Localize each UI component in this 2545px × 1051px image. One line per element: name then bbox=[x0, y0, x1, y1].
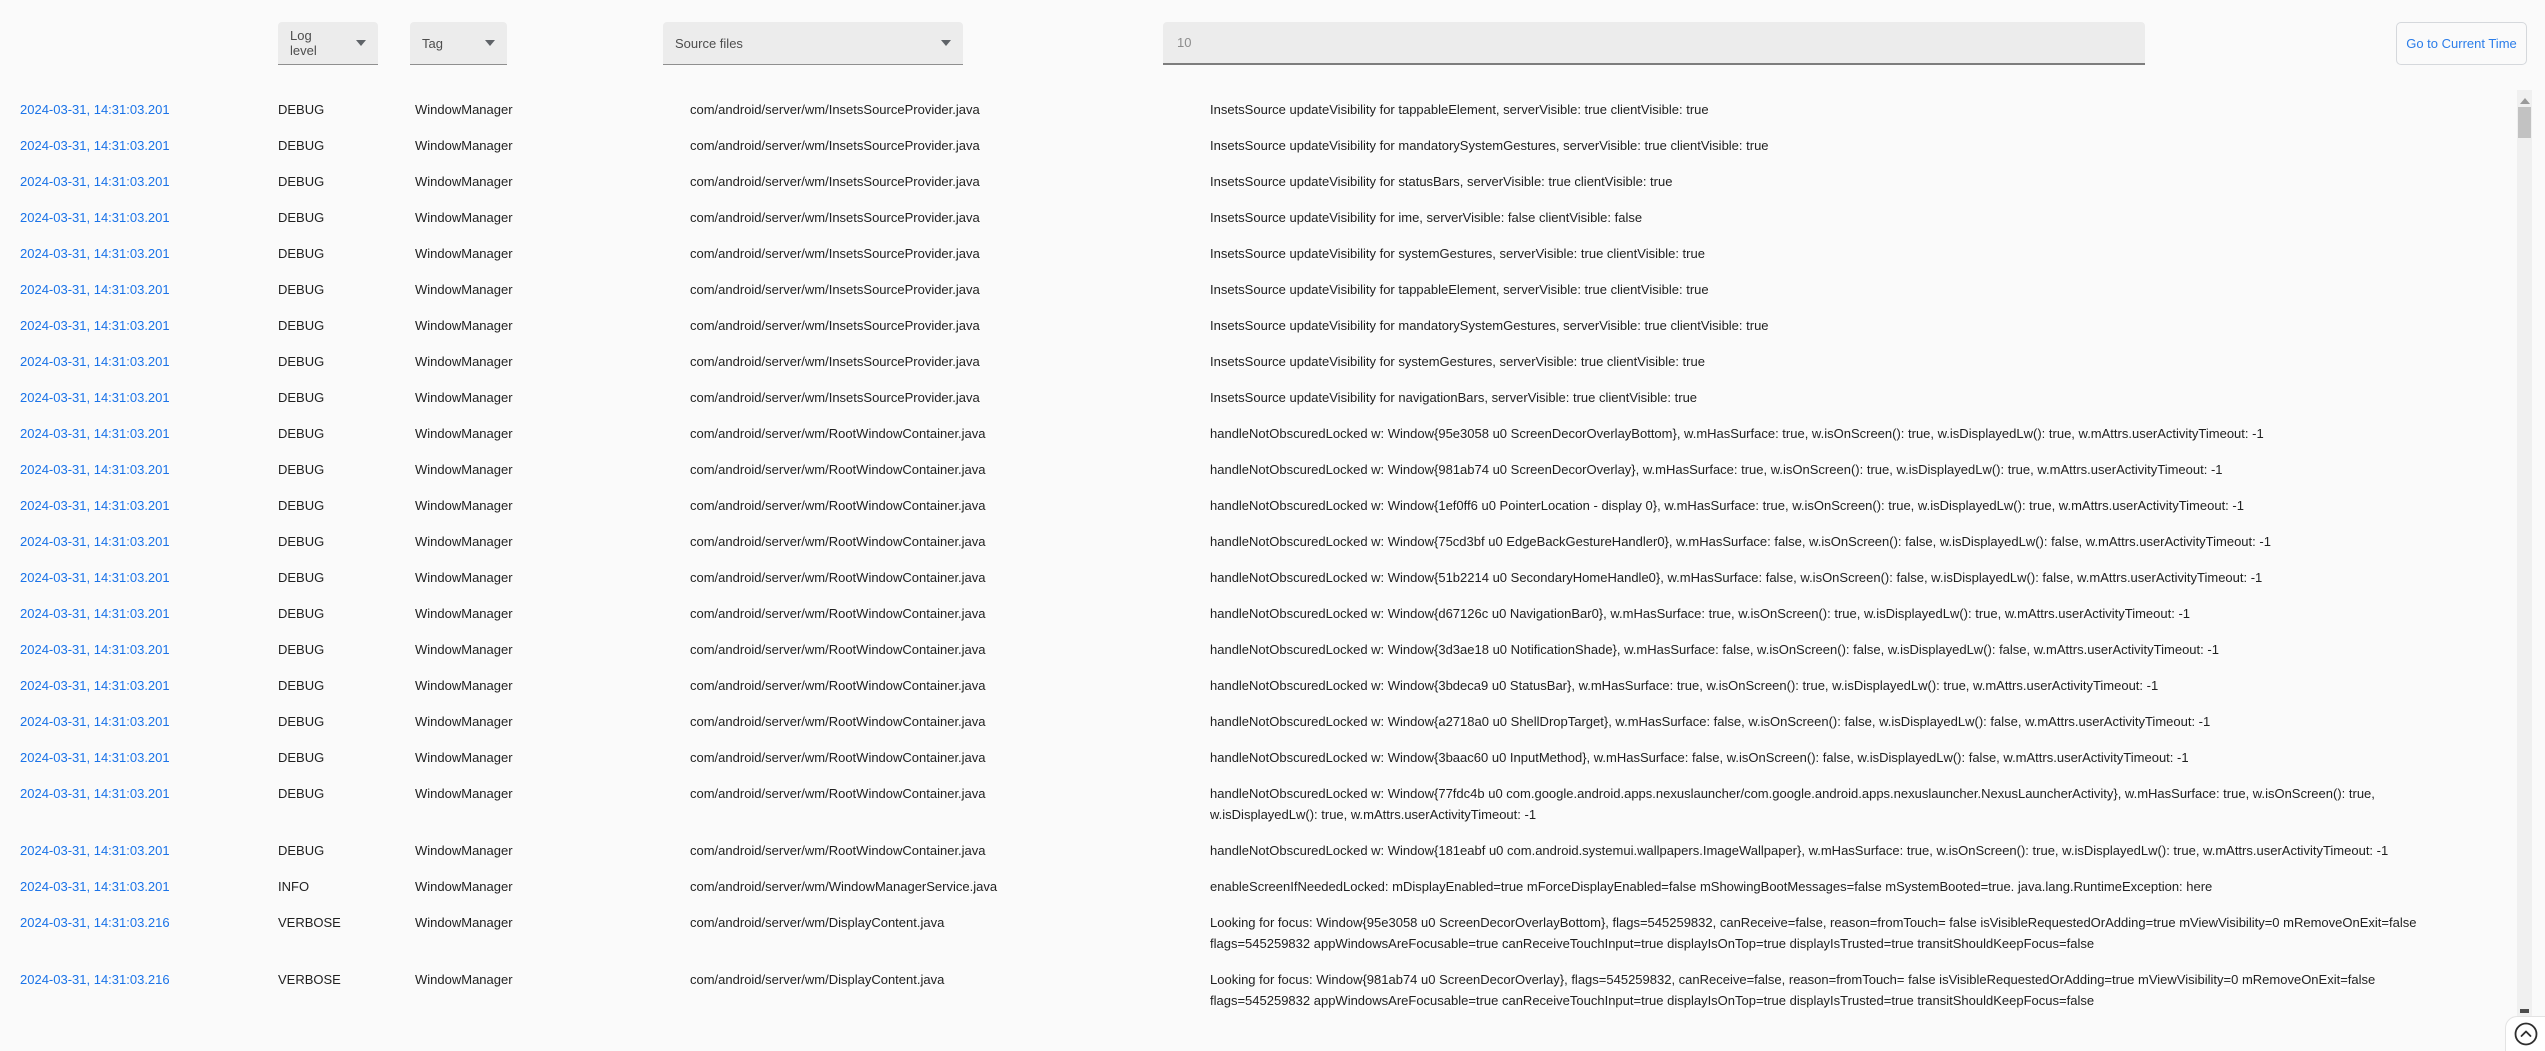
log-source-file-cell: com/android/server/wm/InsetsSourceProvider.java bbox=[690, 389, 980, 405]
log-timestamp-link[interactable]: 2024-03-31, 14:31:03.201 bbox=[20, 569, 170, 585]
log-timestamp-link[interactable]: 2024-03-31, 14:31:03.201 bbox=[20, 353, 170, 369]
scrollbar-up-arrow-icon[interactable] bbox=[2520, 98, 2530, 104]
log-source-file-cell: com/android/server/wm/RootWindowContainer.java bbox=[690, 461, 986, 477]
log-message-cell: handleNotObscuredLocked w: Window{77fdc4b u0 com.google.android.apps.nexuslauncher/com.google.android.apps.nexuslauncher.NexusLauncherActivity}, w.mHasSurface: true, w.isOnScreen(): true, w.isDisplayedLw(): true, w.mAttrs.userActivityTimeout: -1 bbox=[1210, 785, 2375, 822]
log-row bbox=[0, 523, 2545, 559]
log-row bbox=[0, 739, 2545, 775]
log-message-cell: InsetsSource updateVisibility for statusBars, serverVisible: true clientVisible: true bbox=[1210, 173, 1673, 189]
log-source-file-cell: com/android/server/wm/DisplayContent.java bbox=[690, 914, 945, 930]
log-level-cell: DEBUG bbox=[278, 173, 325, 189]
log-timestamp-link[interactable]: 2024-03-31, 14:31:03.201 bbox=[20, 317, 170, 333]
go-to-current-time-button[interactable]: Go to Current Time bbox=[2396, 22, 2527, 65]
log-level-cell: DEBUG bbox=[278, 533, 325, 549]
log-tag-cell: WindowManager bbox=[415, 317, 513, 333]
source-files-select[interactable] bbox=[663, 22, 963, 65]
log-source-file-cell: com/android/server/wm/DisplayContent.java bbox=[690, 971, 945, 987]
log-timestamp-link[interactable]: 2024-03-31, 14:31:03.201 bbox=[20, 173, 170, 189]
log-tag-cell: WindowManager bbox=[415, 173, 513, 189]
log-message-cell: InsetsSource updateVisibility for tappableElement, serverVisible: true clientVisible: true bbox=[1210, 101, 1709, 117]
log-row bbox=[0, 868, 2545, 904]
log-tag-cell: WindowManager bbox=[415, 971, 513, 987]
log-source-file-cell: com/android/server/wm/InsetsSourceProvider.java bbox=[690, 101, 980, 117]
log-level-cell: DEBUG bbox=[278, 281, 325, 297]
log-tag-cell: WindowManager bbox=[415, 641, 513, 657]
log-tag-cell: WindowManager bbox=[415, 605, 513, 621]
log-message-cell: handleNotObscuredLocked w: Window{51b2214 u0 SecondaryHomeHandle0}, w.mHasSurface: false, w.isOnScreen(): false, w.isDisplayedLw(): false, w.mAttrs.userActivityTimeout: -1 bbox=[1210, 569, 2263, 585]
log-tag-cell: WindowManager bbox=[415, 389, 513, 405]
log-message-cell: handleNotObscuredLocked w: Window{d67126c u0 NavigationBar0}, w.mHasSurface: true, w.isOnScreen(): true, w.isDisplayedLw(): true, w.mAttrs.userActivityTimeout: -1 bbox=[1210, 605, 2191, 621]
log-level-cell: DEBUG bbox=[278, 137, 325, 153]
log-timestamp-link[interactable]: 2024-03-31, 14:31:03.201 bbox=[20, 713, 170, 729]
log-message-cell: InsetsSource updateVisibility for mandatorySystemGestures, serverVisible: true clientVisible: true bbox=[1210, 317, 1769, 333]
log-message-cell: handleNotObscuredLocked w: Window{3d3ae18 u0 NotificationShade}, w.mHasSurface: false, w.isOnScreen(): false, w.isDisplayedLw(): false, w.mAttrs.userActivityTimeout: -1 bbox=[1210, 641, 2219, 657]
chevron-down-icon bbox=[485, 40, 495, 46]
log-tag-cell: WindowManager bbox=[415, 878, 513, 894]
log-timestamp-link[interactable]: 2024-03-31, 14:31:03.201 bbox=[20, 677, 170, 693]
log-message-cell: handleNotObscuredLocked w: Window{3baac60 u0 InputMethod}, w.mHasSurface: false, w.isOnScreen(): false, w.isDisplayedLw(): false, w.mAttrs.userActivityTimeout: -1 bbox=[1210, 749, 2189, 765]
log-source-file-cell: com/android/server/wm/RootWindowContainer.java bbox=[690, 785, 986, 801]
vertical-scrollbar[interactable] bbox=[2517, 90, 2532, 1051]
log-row bbox=[0, 775, 2545, 832]
log-message-cell: handleNotObscuredLocked w: Window{181eabf u0 com.android.systemui.wallpapers.ImageWallpaper}, w.mHasSurface: true, w.isOnScreen(): true, w.isDisplayedLw(): true, w.mAttrs.userActivityTimeout: -1 bbox=[1210, 842, 2389, 858]
filter-toolbar bbox=[0, 0, 2545, 91]
scroll-to-top-button[interactable] bbox=[2505, 1016, 2545, 1051]
log-message-cell: InsetsSource updateVisibility for tappableElement, serverVisible: true clientVisible: true bbox=[1210, 281, 1709, 297]
log-tag-cell: WindowManager bbox=[415, 677, 513, 693]
log-level-select-label: Log level bbox=[290, 28, 317, 58]
log-level-cell: DEBUG bbox=[278, 842, 325, 858]
log-timestamp-link[interactable]: 2024-03-31, 14:31:03.201 bbox=[20, 389, 170, 405]
log-row bbox=[0, 199, 2545, 235]
log-tag-cell: WindowManager bbox=[415, 785, 513, 801]
log-tag-cell: WindowManager bbox=[415, 425, 513, 441]
log-level-cell: VERBOSE bbox=[278, 914, 341, 930]
log-timestamp-link[interactable]: 2024-03-31, 14:31:03.201 bbox=[20, 425, 170, 441]
log-source-file-cell: com/android/server/wm/InsetsSourceProvider.java bbox=[690, 209, 980, 225]
log-tag-cell: WindowManager bbox=[415, 461, 513, 477]
log-level-cell: DEBUG bbox=[278, 605, 325, 621]
log-row bbox=[0, 703, 2545, 739]
log-source-file-cell: com/android/server/wm/RootWindowContainer.java bbox=[690, 842, 986, 858]
log-tag-cell: WindowManager bbox=[415, 842, 513, 858]
log-timestamp-link[interactable]: 2024-03-31, 14:31:03.201 bbox=[20, 533, 170, 549]
log-source-file-cell: com/android/server/wm/InsetsSourceProvider.java bbox=[690, 317, 980, 333]
log-timestamp-link[interactable]: 2024-03-31, 14:31:03.201 bbox=[20, 641, 170, 657]
log-tag-cell: WindowManager bbox=[415, 533, 513, 549]
log-source-file-cell: com/android/server/wm/InsetsSourceProvider.java bbox=[690, 353, 980, 369]
log-row bbox=[0, 631, 2545, 667]
log-row bbox=[0, 667, 2545, 703]
log-tag-cell: WindowManager bbox=[415, 569, 513, 585]
log-message-cell: InsetsSource updateVisibility for navigationBars, serverVisible: true clientVisible: true bbox=[1210, 389, 1698, 405]
log-row bbox=[0, 832, 2545, 868]
log-table bbox=[0, 91, 2545, 1018]
log-tag-cell: WindowManager bbox=[415, 713, 513, 729]
log-row bbox=[0, 307, 2545, 343]
chevron-down-icon bbox=[356, 40, 366, 46]
log-level-cell: DEBUG bbox=[278, 209, 325, 225]
log-timestamp-link[interactable]: 2024-03-31, 14:31:03.201 bbox=[20, 878, 170, 894]
log-tag-cell: WindowManager bbox=[415, 137, 513, 153]
source-files-select-label: Source files bbox=[675, 35, 743, 51]
log-source-file-cell: com/android/server/wm/RootWindowContainer.java bbox=[690, 641, 986, 657]
log-level-select[interactable] bbox=[278, 22, 378, 65]
log-tag-cell: WindowManager bbox=[415, 281, 513, 297]
log-row bbox=[0, 904, 2545, 961]
log-row bbox=[0, 451, 2545, 487]
log-timestamp-link[interactable]: 2024-03-31, 14:31:03.201 bbox=[20, 281, 170, 297]
log-level-cell: DEBUG bbox=[278, 101, 325, 117]
log-level-cell: DEBUG bbox=[278, 641, 325, 657]
log-row bbox=[0, 487, 2545, 523]
log-level-cell: INFO bbox=[278, 878, 310, 894]
log-timestamp-link[interactable]: 2024-03-31, 14:31:03.201 bbox=[20, 785, 170, 801]
log-source-file-cell: com/android/server/wm/InsetsSourceProvider.java bbox=[690, 137, 980, 153]
log-message-cell: handleNotObscuredLocked w: Window{3bdeca9 u0 StatusBar}, w.mHasSurface: true, w.isOnScreen(): true, w.isDisplayedLw(): true, w.mAttrs.userActivityTimeout: -1 bbox=[1210, 677, 2159, 693]
log-level-cell: DEBUG bbox=[278, 245, 325, 261]
log-message-cell: handleNotObscuredLocked w: Window{95e3058 u0 ScreenDecorOverlayBottom}, w.mHasSurface: true, w.isOnScreen(): true, w.isDisplayedLw(): true, w.mAttrs.userActivityTimeout: -1 bbox=[1210, 425, 2264, 441]
log-message-cell: InsetsSource updateVisibility for systemGestures, serverVisible: true clientVisible: true bbox=[1210, 245, 1705, 261]
log-message-cell: handleNotObscuredLocked w: Window{75cd3bf u0 EdgeBackGestureHandler0}, w.mHasSurface: false, w.isOnScreen(): false, w.isDisplayedLw(): false, w.mAttrs.userActivityTimeout: -1 bbox=[1210, 533, 2271, 549]
log-message-cell: Looking for focus: Window{95e3058 u0 ScreenDecorOverlayBottom}, flags=545259832, canReceive=false, reason=fromTouch= false isVisibleRequestedOrAdding=true mViewVisibility=0 mRemoveOnExit=false flags=545259832 appWindowsAreFocusable=true canReceiveTouchInput=true displayIsOnTop=true displayIsTrusted=true transitShouldKeepFocus=false bbox=[1210, 914, 2417, 951]
log-source-file-cell: com/android/server/wm/InsetsSourceProvider.java bbox=[690, 245, 980, 261]
log-timestamp-link[interactable]: 2024-03-31, 14:31:03.201 bbox=[20, 101, 170, 117]
log-tag-cell: WindowManager bbox=[415, 497, 513, 513]
circle-chevron-up-icon bbox=[2513, 1021, 2539, 1047]
log-source-file-cell: com/android/server/wm/WindowManagerService.java bbox=[690, 878, 998, 894]
log-source-file-cell: com/android/server/wm/RootWindowContainer.java bbox=[690, 569, 986, 585]
log-timestamp-link[interactable]: 2024-03-31, 14:31:03.216 bbox=[20, 914, 170, 930]
log-timestamp-link[interactable]: 2024-03-31, 14:31:03.201 bbox=[20, 842, 170, 858]
log-level-cell: DEBUG bbox=[278, 569, 325, 585]
log-tag-cell: WindowManager bbox=[415, 209, 513, 225]
scrollbar-down-arrow-icon[interactable] bbox=[2520, 1009, 2529, 1013]
log-message-cell: handleNotObscuredLocked w: Window{a2718a0 u0 ShellDropTarget}, w.mHasSurface: false, w.isOnScreen(): false, w.isDisplayedLw(): false, w.mAttrs.userActivityTimeout: -1 bbox=[1210, 713, 2211, 729]
log-message-cell: enableScreenIfNeededLocked: mDisplayEnabled=true mForceDisplayEnabled=false mShowingBootMessages=false mSystemBooted=true. java.lang.RuntimeException: here bbox=[1210, 878, 2213, 894]
log-source-file-cell: com/android/server/wm/RootWindowContainer.java bbox=[690, 749, 986, 765]
chevron-down-icon bbox=[941, 40, 951, 46]
log-row bbox=[0, 271, 2545, 307]
limit-input[interactable] bbox=[1163, 22, 2145, 65]
scrollbar-thumb[interactable] bbox=[2518, 107, 2531, 138]
log-row bbox=[0, 91, 2545, 127]
log-row bbox=[0, 961, 2545, 1018]
tag-select[interactable] bbox=[410, 22, 507, 65]
log-message-cell: Looking for focus: Window{981ab74 u0 ScreenDecorOverlay}, flags=545259832, canReceive=false, reason=fromTouch= false isVisibleRequestedOrAdding=true mViewVisibility=0 mRemoveOnExit=false flags=545259832 appWindowsAreFocusable=true canReceiveTouchInput=true displayIsOnTop=true displayIsTrusted=true transitShouldKeepFocus=false bbox=[1210, 971, 2376, 1008]
log-row bbox=[0, 415, 2545, 451]
log-tag-cell: WindowManager bbox=[415, 353, 513, 369]
log-tag-cell: WindowManager bbox=[415, 245, 513, 261]
log-row bbox=[0, 559, 2545, 595]
log-message-cell: handleNotObscuredLocked w: Window{1ef0ff6 u0 PointerLocation - display 0}, w.mHasSurface: true, w.isOnScreen(): true, w.isDisplayedLw(): true, w.mAttrs.userActivityTimeout: -1 bbox=[1210, 497, 2244, 513]
log-timestamp-link[interactable]: 2024-03-31, 14:31:03.201 bbox=[20, 209, 170, 225]
log-level-cell: DEBUG bbox=[278, 389, 325, 405]
log-source-file-cell: com/android/server/wm/RootWindowContainer.java bbox=[690, 425, 986, 441]
log-timestamp-link[interactable]: 2024-03-31, 14:31:03.201 bbox=[20, 137, 170, 153]
log-timestamp-link[interactable]: 2024-03-31, 14:31:03.201 bbox=[20, 749, 170, 765]
log-timestamp-link[interactable]: 2024-03-31, 14:31:03.201 bbox=[20, 497, 170, 513]
log-timestamp-link[interactable]: 2024-03-31, 14:31:03.201 bbox=[20, 605, 170, 621]
log-message-cell: InsetsSource updateVisibility for systemGestures, serverVisible: true clientVisible: true bbox=[1210, 353, 1705, 369]
log-level-cell: DEBUG bbox=[278, 677, 325, 693]
log-level-cell: VERBOSE bbox=[278, 971, 341, 987]
log-level-cell: DEBUG bbox=[278, 749, 325, 765]
log-row bbox=[0, 343, 2545, 379]
log-message-cell: InsetsSource updateVisibility for ime, serverVisible: false clientVisible: false bbox=[1210, 209, 1643, 225]
log-level-cell: DEBUG bbox=[278, 425, 325, 441]
log-level-cell: DEBUG bbox=[278, 497, 325, 513]
log-source-file-cell: com/android/server/wm/RootWindowContainer.java bbox=[690, 605, 986, 621]
log-row bbox=[0, 163, 2545, 199]
log-level-cell: DEBUG bbox=[278, 317, 325, 333]
log-level-cell: DEBUG bbox=[278, 353, 325, 369]
log-row bbox=[0, 127, 2545, 163]
log-level-cell: DEBUG bbox=[278, 713, 325, 729]
log-tag-cell: WindowManager bbox=[415, 914, 513, 930]
log-source-file-cell: com/android/server/wm/RootWindowContainer.java bbox=[690, 713, 986, 729]
log-row bbox=[0, 379, 2545, 415]
log-row bbox=[0, 235, 2545, 271]
log-level-cell: DEBUG bbox=[278, 461, 325, 477]
log-message-cell: handleNotObscuredLocked w: Window{981ab74 u0 ScreenDecorOverlay}, w.mHasSurface: true, w.isOnScreen(): true, w.isDisplayedLw(): true, w.mAttrs.userActivityTimeout: -1 bbox=[1210, 461, 2223, 477]
log-source-file-cell: com/android/server/wm/RootWindowContainer.java bbox=[690, 533, 986, 549]
log-message-cell: InsetsSource updateVisibility for mandatorySystemGestures, serverVisible: true clientVisible: true bbox=[1210, 137, 1769, 153]
log-row bbox=[0, 595, 2545, 631]
log-source-file-cell: com/android/server/wm/InsetsSourceProvider.java bbox=[690, 173, 980, 189]
log-source-file-cell: com/android/server/wm/RootWindowContainer.java bbox=[690, 497, 986, 513]
log-source-file-cell: com/android/server/wm/RootWindowContainer.java bbox=[690, 677, 986, 693]
log-timestamp-link[interactable]: 2024-03-31, 14:31:03.216 bbox=[20, 971, 170, 987]
log-tag-cell: WindowManager bbox=[415, 101, 513, 117]
tag-select-label: Tag bbox=[422, 35, 443, 51]
log-source-file-cell: com/android/server/wm/InsetsSourceProvider.java bbox=[690, 281, 980, 297]
log-timestamp-link[interactable]: 2024-03-31, 14:31:03.201 bbox=[20, 461, 170, 477]
log-tag-cell: WindowManager bbox=[415, 749, 513, 765]
log-level-cell: DEBUG bbox=[278, 785, 325, 801]
log-timestamp-link[interactable]: 2024-03-31, 14:31:03.201 bbox=[20, 245, 170, 261]
